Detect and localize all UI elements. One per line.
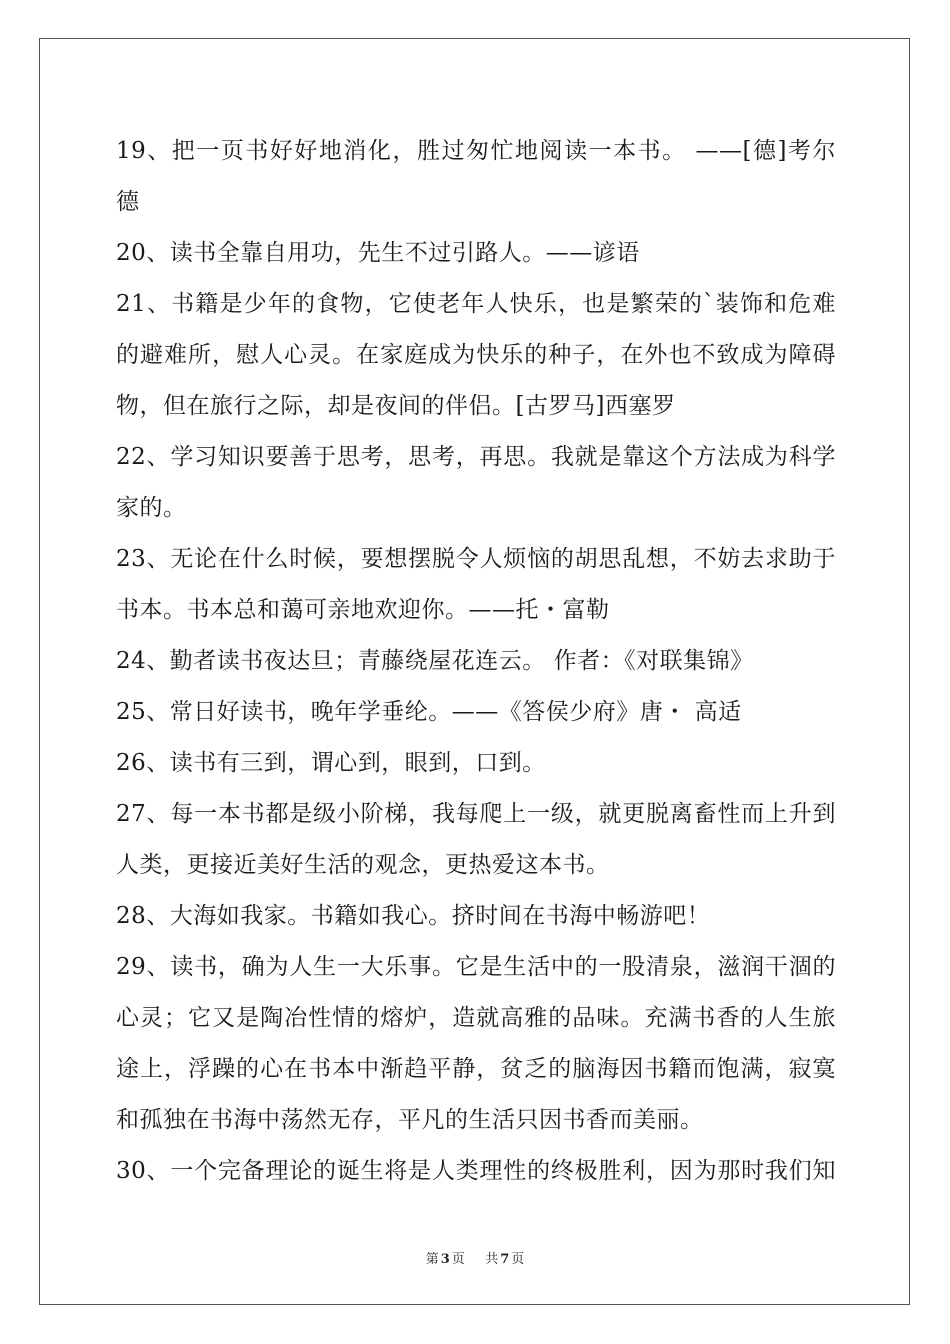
- page-footer: [0, 1248, 950, 1267]
- text-line: 的避难所，慰人心灵。在家庭成为快乐的种子，在外也不致成为障碍: [116, 342, 836, 368]
- page-number: 3: [440, 1252, 450, 1267]
- total-indicator: [483, 1252, 526, 1267]
- text-line: 22、学习知识要善于思考，思考，再思。我就是靠这个方法成为科学: [116, 444, 836, 470]
- text-line: 和孤独在书海中荡然无存，平凡的生活只因书香而美丽。: [116, 1107, 704, 1133]
- text-line: 家的。: [116, 495, 187, 521]
- text-line: 29、读书，确为人生一大乐事。它是生活中的一股清泉，滋润干涸的: [116, 954, 836, 980]
- text-line: 27、每一本书都是级小阶梯，我每爬上一级，就更脱离畜性而上升到: [116, 801, 836, 827]
- page-prefix: 第: [425, 1252, 439, 1267]
- text-line: 26、读书有三到，谓心到，眼到，口到。: [116, 750, 546, 776]
- text-line: 德: [116, 189, 140, 215]
- text-line: 书本。书本总和蔼可亲地欢迎你。——托・富勒: [116, 597, 610, 623]
- page-suffix: 页: [451, 1252, 465, 1267]
- text-line: 20、读书全靠自用功，先生不过引路人。——谚语: [116, 240, 640, 266]
- text-line: 人类，更接近美好生活的观念，更热爱这本书。: [116, 852, 610, 878]
- document-body: [116, 126, 836, 1197]
- text-line: 30、一个完备理论的诞生将是人类理性的终极胜利，因为那时我们知: [116, 1158, 836, 1184]
- text-line: 21、书籍是少年的食物，它使老年人快乐，也是繁荣的`装饰和危难: [116, 291, 836, 317]
- total-pages: 7: [500, 1252, 510, 1267]
- text-line: 物，但在旅行之际，却是夜间的伴侣。[古罗马]西塞罗: [116, 393, 676, 419]
- text-line: 19、把一页书好好地消化，胜过匆忙地阅读一本书。 ——[德]考尔: [116, 138, 836, 164]
- text-line: 途上，浮躁的心在书本中渐趋平静，贫乏的脑海因书籍而饱满，寂寞: [116, 1056, 836, 1082]
- text-line: 28、大海如我家。书籍如我心。挤时间在书海中畅游吧！: [116, 903, 711, 929]
- text-line: 24、勤者读书夜达旦；青藤绕屋花连云。 作者：《对联集锦》: [116, 648, 754, 674]
- text-line: 25、常日好读书，晚年学垂纶。——《答侯少府》唐・ 高适: [116, 699, 742, 725]
- page-indicator: [424, 1252, 467, 1267]
- total-suffix: 页: [511, 1252, 525, 1267]
- total-prefix: 共: [485, 1252, 499, 1267]
- text-line: 心灵；它又是陶冶性情的熔炉，造就高雅的品味。充满书香的人生旅: [116, 1005, 836, 1031]
- text-line: 23、无论在什么时候，要想摆脱令人烦恼的胡思乱想，不妨去求助于: [116, 546, 836, 572]
